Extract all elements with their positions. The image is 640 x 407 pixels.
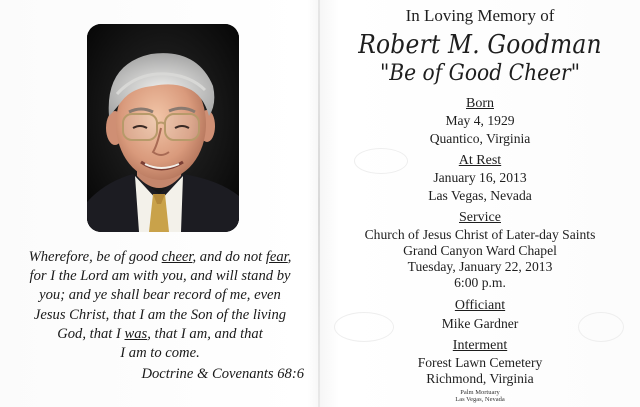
at-rest-label: At Rest [458,153,502,168]
verse-word-fear: fear [265,249,288,265]
service-time: 6:00 p.m. [454,275,506,290]
verse-line: for I the Lord am with you, and will stand by [29,268,291,285]
born-date: May 4, 1929 [445,113,515,128]
verse-word-cheer: cheer [161,249,193,265]
verse-line: I am to come. [120,345,200,362]
service-label: Service [459,210,501,225]
verse-word-was: was [124,325,148,342]
born-label: Born [466,96,494,111]
portrait-illustration [87,24,239,232]
service-date: Tuesday, January 22, 2013 [407,259,553,274]
obituary-panel [320,0,640,407]
officiant-name: Mike Gardner [441,316,519,331]
officiant-label: Officiant [454,298,506,313]
verse-line: God, that I was, that I am, and that [57,325,263,342]
interment-label: Interment [452,338,508,353]
motto: "Be of Good Cheer" [379,61,581,86]
deceased-name: Robert M. Goodman [358,30,602,60]
portrait-photo [87,24,239,232]
mortuary-name: Palm Mortuary [460,389,500,396]
interment-cemetery: Forest Lawn Cemetery [417,355,543,370]
verse-line: you; and ye shall bear record of me, even [39,287,281,304]
service-church: Church of Jesus Christ of Later-day Saints [364,227,596,242]
memorial-heading: In Loving Memory of [405,6,555,25]
verse-line: Jesus Christ, that I am the Son of the living [33,306,287,323]
verse-citation: Doctrine & Covenants 68:6 [141,366,304,382]
mortuary-location: Las Vegas, Nevada [455,396,505,403]
scripture-verse [14,248,306,363]
service-chapel: Grand Canyon Ward Chapel [403,243,557,258]
verse-line: Wherefore, be of good cheer, and do not fear, [28,249,292,265]
at-rest-date: January 16, 2013 [433,170,527,185]
at-rest-place: Las Vegas, Nevada [428,188,532,203]
born-place: Quantico, Virginia [429,131,531,146]
interment-place: Richmond, Virginia [426,371,534,386]
